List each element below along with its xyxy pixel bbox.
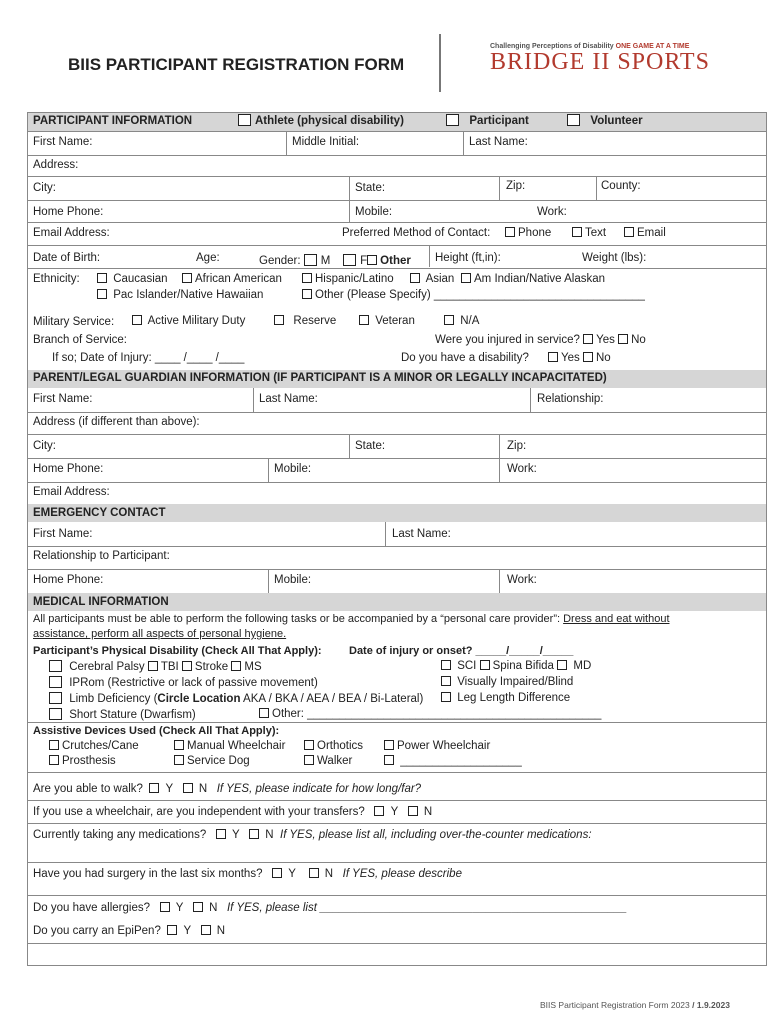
height-label: Height (ft,in):	[435, 252, 501, 264]
last-name-label: Last Name:	[469, 136, 528, 148]
contact-text-option[interactable]: Text	[572, 227, 606, 239]
emergency-work-label: Work:	[507, 574, 537, 586]
state-label: State:	[355, 182, 386, 194]
checkbox-icon[interactable]	[583, 352, 593, 362]
guardian-last-name-label: Last Name:	[259, 393, 318, 405]
date-of-injury-label: If so; Date of Injury: ____ /____ /____	[52, 352, 245, 364]
section-participant-title: PARTICIPANT INFORMATION	[33, 115, 193, 127]
checkbox-icon[interactable]	[367, 255, 377, 265]
checkbox-icon[interactable]	[505, 227, 515, 237]
volunteer-option[interactable]: Volunteer	[567, 114, 643, 127]
checkbox-icon[interactable]	[441, 692, 451, 702]
logo-tagline-accent: ONE GAME AT A TIME	[615, 43, 690, 50]
checkbox-icon[interactable]	[49, 692, 62, 704]
assist-power[interactable]: Power Wheelchair	[384, 740, 490, 752]
checkbox-icon[interactable]	[148, 661, 158, 671]
logo-tagline: Challenging Perceptions of Disability	[490, 43, 614, 50]
checkbox-icon[interactable]	[49, 676, 62, 688]
checkbox-icon[interactable]	[132, 315, 142, 325]
ethnicity-other[interactable]: Other (Please Specify) _________________________________	[302, 289, 645, 301]
checkbox-icon[interactable]	[384, 755, 394, 765]
guardian-mobile-label: Mobile:	[274, 463, 312, 475]
checkbox-icon[interactable]	[309, 868, 319, 878]
checkbox-icon[interactable]	[624, 227, 634, 237]
assist-service-dog[interactable]: Service Dog	[174, 755, 250, 767]
military-reserve[interactable]: Reserve	[274, 315, 336, 327]
guardian-email-label: Email Address:	[33, 486, 110, 498]
footer-text: BIIS Participant Registration Form 2023 / 1.9.2023	[540, 1000, 730, 1010]
checkbox-icon[interactable]	[160, 902, 170, 912]
checkbox-icon[interactable]	[302, 273, 312, 283]
work-label: Work:	[537, 206, 567, 218]
disability-visually[interactable]: Visually Impaired/Blind	[441, 676, 573, 688]
injury-date-label: Date of injury or onset? _____/_____/_____	[349, 645, 574, 657]
checkbox-icon[interactable]	[183, 783, 193, 793]
county-label: County:	[601, 180, 641, 192]
guardian-first-name-label: First Name:	[33, 393, 93, 405]
checkbox-icon[interactable]	[583, 334, 593, 344]
walk-question: Are you able to walk? Y N If YES, please indicate for how long/far?	[33, 783, 422, 795]
ethnicity-am-indian[interactable]: Am Indian/Native Alaskan	[461, 273, 605, 285]
checkbox-icon[interactable]	[304, 755, 314, 765]
checkbox-icon[interactable]	[408, 806, 418, 816]
disability-other[interactable]: Other: ______________________________________________	[259, 708, 601, 720]
first-name-label: First Name:	[33, 136, 93, 148]
checkbox-icon[interactable]	[410, 273, 420, 283]
checkbox-icon[interactable]	[49, 740, 59, 750]
guardian-state-label: State:	[355, 440, 386, 452]
emergency-home-phone-label: Home Phone:	[33, 574, 104, 586]
checkbox-icon[interactable]	[49, 708, 62, 720]
header-divider	[439, 34, 441, 92]
injured-question: Were you injured in service? Yes No	[435, 334, 646, 346]
checkbox-icon[interactable]	[441, 660, 451, 670]
guardian-zip-label: Zip:	[507, 440, 527, 452]
assist-manual[interactable]: Manual Wheelchair	[174, 740, 285, 752]
disability-short[interactable]: Short Stature (Dwarfism)	[49, 708, 196, 721]
ethnicity-pac-islander[interactable]: Pac Islander/Native Hawaiian	[97, 289, 263, 301]
age-label: Age:	[196, 252, 220, 264]
medical-intro-line1: All participants must be able to perform the following tasks or be accompanied by a “personal care provider”: Dress and eat without	[33, 613, 670, 625]
preferred-contact-label: Preferred Method of Contact:	[342, 227, 491, 239]
emergency-relationship-label: Relationship to Participant:	[33, 550, 170, 562]
checkbox-icon[interactable]	[461, 273, 471, 283]
emergency-mobile-label: Mobile:	[274, 574, 312, 586]
emergency-last-name-label: Last Name:	[392, 528, 451, 540]
ethnicity-hispanic[interactable]: Hispanic/Latino	[302, 273, 394, 285]
disability-limb[interactable]: Limb Deficiency (Circle Location AKA / BKA / AEA / BEA / Bi-Lateral)	[49, 692, 423, 705]
form-title: BIIS PARTICIPANT REGISTRATION FORM	[68, 55, 405, 74]
checkbox-icon[interactable]	[384, 740, 394, 750]
dob-label: Date of Birth:	[33, 252, 101, 264]
assist-prosthesis[interactable]: Prosthesis	[49, 755, 116, 767]
checkbox-icon[interactable]	[149, 783, 159, 793]
checkbox-icon[interactable]	[557, 660, 567, 670]
address-label: Address:	[33, 159, 79, 171]
checkbox-icon[interactable]	[259, 708, 269, 718]
assist-crutches[interactable]: Crutches/Cane	[49, 740, 139, 752]
checkbox-icon[interactable]	[343, 254, 356, 266]
checkbox-icon[interactable]	[446, 114, 459, 126]
section-guardian-title: PARENT/LEGAL GUARDIAN INFORMATION (IF PARTICIPANT IS A MINOR OR LEGALLY INCAPACITATED)	[33, 372, 607, 384]
ethnicity-asian[interactable]: Asian	[410, 273, 454, 285]
logo	[490, 43, 710, 83]
checkbox-icon[interactable]	[238, 114, 251, 126]
checkbox-icon[interactable]	[201, 925, 211, 935]
ethnicity-african-american[interactable]: African American	[182, 273, 282, 285]
checkbox-icon[interactable]	[174, 740, 184, 750]
checkbox-icon[interactable]	[272, 868, 282, 878]
checkbox-icon[interactable]	[49, 755, 59, 765]
checkbox-icon[interactable]	[302, 289, 312, 299]
allergies-question: Do you have allergies? Y N If YES, please list ________________________________________________	[33, 902, 628, 914]
middle-initial-label: Middle Initial:	[292, 136, 360, 148]
checkbox-icon[interactable]	[444, 315, 454, 325]
assist-orthotics[interactable]: Orthotics	[304, 740, 363, 752]
disability-question: Do you have a disability? Yes No	[401, 352, 611, 364]
contact-email-option[interactable]: Email	[624, 227, 666, 239]
checkbox-icon[interactable]	[548, 352, 558, 362]
checkbox-icon[interactable]	[216, 829, 226, 839]
checkbox-icon[interactable]	[618, 334, 628, 344]
mobile-label: Mobile:	[355, 206, 393, 218]
checkbox-icon[interactable]	[167, 925, 177, 935]
checkbox-icon[interactable]	[231, 661, 241, 671]
ethnicity-label: Ethnicity:	[33, 273, 80, 285]
epipen-question: Do you carry an EpiPen? Y N	[33, 925, 226, 937]
checkbox-icon[interactable]	[567, 114, 580, 126]
athlete-option[interactable]: Athlete (physical disability)	[238, 114, 404, 127]
military-active[interactable]: Active Military Duty	[132, 315, 245, 327]
medical-intro-line2: assistance, perform all aspects of personal hygiene.	[33, 628, 287, 640]
home-phone-label: Home Phone:	[33, 206, 104, 218]
zip-label: Zip:	[506, 180, 526, 192]
guardian-address-label: Address (if different than above):	[33, 416, 200, 428]
branch-label: Branch of Service:	[33, 334, 127, 346]
checkbox-icon[interactable]	[249, 829, 259, 839]
checkbox-icon[interactable]	[480, 660, 490, 670]
city-label: City:	[33, 182, 56, 194]
military-veteran[interactable]: Veteran	[359, 315, 415, 327]
disability-row1-right: SCI Spina Bifida MD	[441, 660, 591, 672]
guardian-work-label: Work:	[507, 463, 537, 475]
medications-question: Currently taking any medications? Y N If YES, please list all, including over-the-counter medications:	[33, 829, 592, 841]
checkbox-icon[interactable]	[274, 315, 284, 325]
participant-option[interactable]: Participant	[446, 114, 529, 127]
surgery-question: Have you had surgery in the last six months? Y N If YES, please describe	[33, 868, 462, 880]
assist-other[interactable]: ___________________	[384, 755, 522, 767]
physical-disability-heading: Participant’s Physical Disability (Check All That Apply):	[33, 645, 322, 657]
checkbox-icon[interactable]	[174, 755, 184, 765]
wheelchair-question: If you use a wheelchair, are you independent with your transfers? Y N	[33, 806, 433, 818]
checkbox-icon[interactable]	[572, 227, 582, 237]
checkbox-icon[interactable]	[359, 315, 369, 325]
contact-phone-option[interactable]: Phone	[505, 227, 551, 239]
checkbox-icon[interactable]	[49, 660, 62, 672]
guardian-city-label: City:	[33, 440, 56, 452]
logo-wordmark: BRIDGE II SPORTS	[490, 49, 710, 75]
email-label: Email Address:	[33, 227, 110, 239]
section-emergency-title: EMERGENCY CONTACT	[33, 507, 166, 519]
disability-row1: Cerebral Palsy TBI Stroke MS	[49, 660, 262, 673]
guardian-relationship-label: Relationship:	[537, 393, 604, 405]
checkbox-icon[interactable]	[374, 806, 384, 816]
checkbox-icon[interactable]	[182, 273, 192, 283]
checkbox-icon[interactable]	[193, 902, 203, 912]
assist-walker[interactable]: Walker	[304, 755, 352, 767]
checkbox-icon[interactable]	[97, 289, 107, 299]
section-medical-title: MEDICAL INFORMATION	[33, 596, 169, 608]
military-label: Military Service:	[33, 316, 115, 328]
gender-label: Gender: M F Other	[259, 255, 411, 267]
emergency-first-name-label: First Name:	[33, 528, 93, 540]
assistive-heading: Assistive Devices Used (Check All That Apply):	[33, 725, 280, 737]
disability-iprom[interactable]: IPRom (Restrictive or lack of passive movement)	[49, 676, 318, 689]
checkbox-icon[interactable]	[441, 676, 451, 686]
weight-label: Weight (lbs):	[582, 252, 647, 264]
checkbox-icon[interactable]	[182, 661, 192, 671]
guardian-home-phone-label: Home Phone:	[33, 463, 104, 475]
checkbox-icon[interactable]	[304, 254, 317, 266]
military-na[interactable]: N/A	[444, 315, 479, 327]
checkbox-icon[interactable]	[97, 273, 107, 283]
ethnicity-caucasian[interactable]: Caucasian	[97, 273, 168, 285]
disability-leg[interactable]: Leg Length Difference	[441, 692, 570, 704]
checkbox-icon[interactable]	[304, 740, 314, 750]
